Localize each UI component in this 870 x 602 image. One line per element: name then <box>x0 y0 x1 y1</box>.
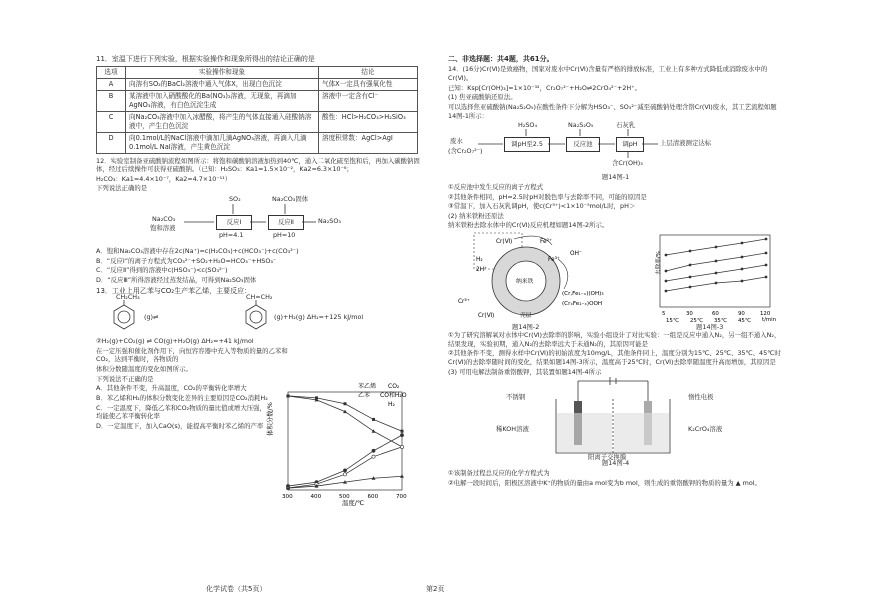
q12-stem: 12．实验室制备亚硫酸钠流程如图所示：将饱和碳酸钠溶液加热到40℃，通入二氧化硫至饱和后，再加入碳酸钠固体，经过后续操作可获得亚硫酸钠。（已知：H₂SO₃：Ka1=1.5×10⁻²，Ka2=6.3×10⁻⁸； <box>96 156 420 174</box>
part-2-title: (2) 纳米铁粉还原法 <box>448 211 504 220</box>
legend-item: 苯乙烯 <box>358 383 377 390</box>
table-row <box>97 79 418 91</box>
legend-item: CO和H₂O <box>380 392 407 399</box>
q13-desc-2: 体积分数随温度的变化如图所示。 <box>96 365 192 374</box>
part-3-ii-unit: mol。 <box>742 478 761 487</box>
figure-4-caption: 题14图-4 <box>601 459 630 468</box>
label-cr6: Cr(Ⅵ) <box>496 239 513 246</box>
part-3-i: ①该制备过程总反应的化学方程式为 <box>448 468 550 477</box>
q13-ask: 下列说法不正确的是 <box>96 374 154 383</box>
fig3-point <box>715 272 718 275</box>
part-3-ii: ②电解一段时间后，阳极区溶液中K⁺的物质的量由a mol变为b mol，则生成的重铬酸钾的物质的量为 ▲ mol。 <box>448 478 761 487</box>
series-line <box>288 435 402 486</box>
label-prod1: (Cr,Fe₁₋ₓ)(OH)₃ <box>562 291 604 298</box>
row-option: D <box>97 132 126 153</box>
row-operation: 向溶有SO₂的BaCl₂溶液中通入气体X，出现白色沉淀 <box>126 79 319 91</box>
fig3-point <box>741 256 744 259</box>
q12-ka: H₂CO₃：Ka1=4.4×10⁻⁷，Ka2=4.7×10⁻¹¹） <box>96 174 232 183</box>
q12-option-d: D．“反应Ⅲ”所得溶液经过蒸发结晶，可得到Na₂SO₃固体 <box>96 276 257 285</box>
q13-equation-1 <box>96 293 426 337</box>
part-3-title: (3) 可用电解法制备重铬酸钾，其装置如题14图-4所示 <box>448 367 602 376</box>
table-header: 实验操作和现象 <box>126 67 319 79</box>
row-option: C <box>97 112 126 133</box>
data-point <box>343 469 346 472</box>
fig3-point <box>715 260 718 263</box>
footer-left: 化学试卷（共5页） <box>206 585 267 593</box>
q13-option-b: B．苯乙烯和H₂的体积分数变化差异的主要原因是CO₂消耗H₂ <box>96 393 268 402</box>
q14-stem: 14．(16分)Cr(Ⅵ)是致癌物，国家对废水中Cr(Ⅵ)含量有严格的排放标准，工业上有多种方式降低或消除废水中的Cr(Ⅵ)。 <box>448 65 768 83</box>
vinyl-group: CH=CH₂ <box>246 293 273 302</box>
membrane-label: 阳离子交换膜 <box>588 453 627 462</box>
fig3-point <box>665 254 668 257</box>
reaction-2-box: 反应Ⅱ <box>268 215 304 230</box>
row-option: B <box>97 91 126 112</box>
fig3-point <box>689 276 692 279</box>
fig3-ylabel: 去除率/% <box>656 251 662 276</box>
x-tick-label: 500 <box>339 494 350 500</box>
table-row <box>97 132 418 153</box>
fig3-point <box>715 246 718 249</box>
mechanism-diagram <box>456 231 626 323</box>
table-row <box>97 91 418 112</box>
left-column <box>96 55 426 432</box>
label-core: 纳米铁 <box>516 279 534 286</box>
part-2-ii: ②其他条件不变，测得水样中Cr(Ⅵ)的初始浓度为10mg/L，其他条件同上，温度分别为15℃、25℃、35℃、45℃时Cr(Ⅵ)的去除率随时间的变化，结果如题14图-3所示，温度高于25℃时，Cr(Ⅵ)去除率随温度升高而增加，其原因是 <box>448 349 781 367</box>
fig3-legend: 35℃ <box>714 318 727 324</box>
output-label: 上层清液测定达标 <box>660 139 712 148</box>
product-label: Na₂SO₃ <box>318 217 341 226</box>
table-header-row <box>97 67 418 79</box>
part-1-title: (1) 焦亚硫酸钠还原法。 <box>448 93 517 102</box>
fig3-point <box>689 286 692 289</box>
q14-known: 已知：Ksp[Cr(OH)₃]=1×10⁻³²，Cr₂O₇²⁻+H₂O⇌2CrO₄²⁻+2H⁺。 <box>448 83 641 92</box>
reagent-h2so4: H₂SO₄ <box>518 121 538 130</box>
part-2-desc: 纳米铁粉去除水体中的Cr(Ⅵ)反应机理如题14图-2所示。 <box>448 221 609 230</box>
fig3-point <box>689 250 692 253</box>
reaction-2-ph: pH=10 <box>273 231 296 240</box>
label-fe2: Fe²⁺ <box>540 239 552 246</box>
right-column <box>448 55 783 488</box>
k2cro4-label: K₂CrO₄溶液 <box>688 425 723 434</box>
q12-option-a: A．饱和Na₂CO₃溶液中存在2c(Na⁺)=c(H₂CO₃)+c(HCO₃⁻)+c(CO₃²⁻) <box>96 247 299 256</box>
flow-arrows <box>96 195 426 245</box>
x-tick-label: 300 <box>282 494 293 500</box>
legend-item: 乙苯 <box>358 392 371 399</box>
label-cr3: Cr³⁺ <box>458 299 470 306</box>
fig3-tick: 90 <box>738 311 745 318</box>
cathode-label: 不锈钢 <box>506 393 526 402</box>
q12-option-c: C．“反应Ⅱ”得到的溶液中c(HSO₃⁻)<c(SO₃²⁻) <box>96 266 228 275</box>
data-point <box>372 449 375 452</box>
x-tick-label: 400 <box>310 494 322 500</box>
q13-option-c: C．一定温度下，降低乙苯和CO₂物质的量比值或增大压强，均能使乙苯平衡转化率 <box>96 403 266 421</box>
part-1-ii: ②其他条件相同，pH=2.5时pH对脱色率与去除率不同，可能的原因是 <box>448 192 647 201</box>
fig3-point <box>715 282 718 285</box>
row-operation: 向0.1mol/L的NaCl溶液中滴加几滴AgNO₃溶液，再滴入几滴0.1mol/L NaI溶液，产生黄色沉淀 <box>126 132 319 153</box>
precipitate-label: 含Cr(OH)₃ <box>612 159 643 168</box>
fig3-point <box>765 264 768 267</box>
label-prod2: (CrₓFe₁₋ₓ)OOH <box>562 301 603 308</box>
start-label-2: 饱和溶液 <box>150 224 176 233</box>
reactor-box: 反应池 <box>566 137 600 152</box>
fig3-point <box>741 268 744 271</box>
data-point <box>287 394 290 397</box>
q13-desc: 在一定压强和催化剂作用下，向恒容容器中充入等物质的量的乙苯和CO₂，达到平衡时，各物质的 <box>96 346 288 364</box>
chart-xlabel: 温度/℃ <box>342 499 365 507</box>
table-header: 选项 <box>97 67 126 79</box>
label-shell: 壳层 <box>520 313 532 320</box>
row-option: A <box>97 79 126 91</box>
fig3-point <box>665 280 668 283</box>
part-3-ii-text: ②电解一段时间后，阳极区溶液中K⁺的物质的量由a mol变为b mol，则生成的重铬酸钾的物质的量为 <box>448 478 734 487</box>
part-1-i: ①反应池中发生反应的离子方程式 <box>448 182 544 191</box>
q11-stem: 11．室温下进行下列实验，根据实验操作和现象所得出的结论正确的是 <box>96 55 315 63</box>
part-1-desc: 可以选择焦亚硫酸钠(Na₂S₂O₅)在酸性条件下分解为HSO₃⁻、SO₃²⁻减至硫酸钠处理含铬Cr(Ⅵ)废水，其工艺流程如题14图-1所示： <box>448 103 777 120</box>
row-conclusion: 酸性：HCl>H₂CO₃>H₂SiO₃ <box>319 112 418 133</box>
figure-1-caption: 题14图-1 <box>601 173 630 182</box>
footer-right: 第2页 <box>426 585 445 593</box>
table-header: 结论 <box>319 67 418 79</box>
label-2h: 2H⁺ <box>476 267 488 274</box>
reagent-lime: 石灰乳 <box>616 121 636 130</box>
fig3-point <box>689 264 692 267</box>
fig3-tick: 30 <box>686 311 693 318</box>
figures-2-3 <box>448 231 783 331</box>
fig3-legend: 15℃ <box>666 318 679 324</box>
q12-option-b: B．“反应Ⅰ”的离子方程式为CO₃²⁻+SO₂+H₂O=HCO₃⁻+HSO₃⁻ <box>96 256 277 265</box>
label-h2: H₂ <box>476 257 483 264</box>
row-operation: 向Na₂CO₃溶液中加入冰醋酸，将产生的气体直接通入硅酸钠溶液中，产生白色沉淀 <box>126 112 319 133</box>
reaction-1-box: 反应Ⅰ <box>216 215 252 230</box>
data-point <box>400 434 403 437</box>
figure-2-caption: 题14图-2 <box>512 323 540 332</box>
q11-table <box>96 66 418 153</box>
fig3-tick: 120 <box>760 311 771 318</box>
q13-chart <box>262 378 412 508</box>
anode-label: 惰性电极 <box>688 393 714 402</box>
legend-item: CO₂ <box>388 383 400 390</box>
eq1-middle: (g)⇌ <box>144 313 159 322</box>
data-point <box>343 473 346 476</box>
fig3-point <box>665 290 668 293</box>
data-point <box>344 402 347 405</box>
label-fe3: Fe³⁺ <box>548 257 560 264</box>
x-tick-label: 600 <box>367 494 379 500</box>
solid-label: Na₂CO₃固体 <box>272 195 309 204</box>
q12-ask: 下列说法正确的是 <box>96 184 148 193</box>
adjust-ph-2-box: 调pH <box>616 137 644 152</box>
waste-label: 废水 <box>450 137 463 146</box>
waste-label-2: (含Cr₂O₇²⁻) <box>448 147 483 156</box>
table-row <box>97 112 418 133</box>
data-point <box>400 445 403 448</box>
fig3-point <box>741 280 744 283</box>
series-line <box>288 396 402 431</box>
data-point <box>372 429 376 433</box>
part-2-i: ①为了研究溶解氧对水体中Cr(Ⅵ)去除率的影响，实验小组设计了对比实验：一组是反应中通入N₂，另一组不通入N₂，结果发现，实验初期，通入N₂的去除率远大于未通N₂的，其原因可能是 <box>448 331 781 348</box>
row-conclusion: 气体X一定具有强氧化性 <box>319 79 418 91</box>
legend-item: H₂ <box>388 401 395 408</box>
data-point <box>372 455 375 458</box>
fig3-point <box>765 276 768 279</box>
row-conclusion: 溶度积常数：AgCl>AgI <box>319 132 418 153</box>
fig3-point <box>765 238 768 241</box>
eq1-end: (g)+H₂(g) ΔH₁=+125 kJ/mol <box>274 313 364 322</box>
data-point <box>372 418 375 421</box>
start-label: Na₂CO₃ <box>152 215 176 224</box>
label-oh: OH⁻ <box>570 251 582 258</box>
row-operation: 某溶液中加入硝酸酸化的Ba(NO₃)₂溶液，无现象，再滴加AgNO₃溶液，有白色沉淀生成 <box>126 91 319 112</box>
q13-option-d: D．一定温度下，加入CaO(s)，能提高平衡时苯乙烯的产率 <box>96 421 264 430</box>
part-1-iii: ③常温下，加入石灰乳调pH，使c(Cr³⁺)<1×10⁻⁵mol/L时，pH＞ <box>448 202 636 211</box>
fig3-point <box>741 242 744 245</box>
q13-option-a: A．其他条件不变，升高温度，CO₂的平衡转化率增大 <box>96 384 247 393</box>
q13-stem: 13．工业上用乙苯与CO₂生产苯乙烯，主要反应： <box>96 286 252 295</box>
fig3-legend: 25℃ <box>690 318 703 324</box>
koh-label: 稀KOH溶液 <box>496 425 529 434</box>
chart-ylabel: 体积分数/% <box>266 402 274 436</box>
adjust-ph-box: 调pH至2.5 <box>504 137 550 152</box>
fig3-point <box>665 270 668 273</box>
fig3-point <box>765 252 768 255</box>
flow-arrows-2 <box>448 121 778 173</box>
electrolysis-diagram <box>448 377 783 462</box>
data-point <box>401 430 404 433</box>
reagent-na2s2o5: Na₂S₂O₅ <box>568 121 594 130</box>
q13-equation-2: ②H₂(g)+CO₂(g) ⇌ CO(g)+H₂O(g) ΔH₂=+41 kJ/mol <box>96 337 254 346</box>
fig3-tick: 60 <box>712 311 719 318</box>
row-conclusion: 溶液中一定含有Cl⁻ <box>319 91 418 112</box>
fig3-xlabel: t/min <box>762 317 777 324</box>
section-title: 二、非选择题：共4题，共61分。 <box>448 55 554 63</box>
flow-diagram-1 <box>448 121 783 173</box>
label-cr6b: Cr(Ⅵ) <box>478 313 495 320</box>
figure-3-caption: 题14图-3 <box>696 323 724 332</box>
reaction-1-ph: pH=4.1 <box>219 231 244 240</box>
fig3-legend: 45℃ <box>738 318 751 324</box>
x-tick-label: 700 <box>396 494 407 500</box>
electrolysis-cell <box>538 377 688 457</box>
q12-flow-diagram <box>96 195 426 245</box>
ethyl-group: CH₂CH₃ <box>116 293 140 302</box>
fig3-tick: 5 <box>662 311 666 318</box>
removal-rate-chart <box>642 231 782 323</box>
data-point <box>315 396 318 399</box>
so2-label: SO₂ <box>229 195 241 204</box>
